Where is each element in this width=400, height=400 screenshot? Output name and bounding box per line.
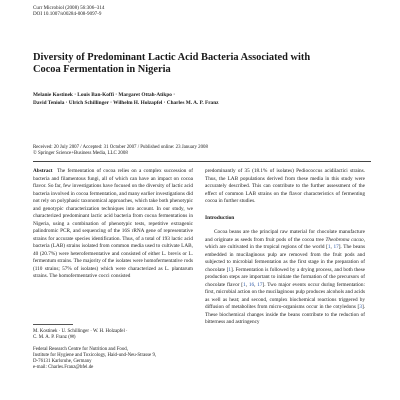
doi: DOI 10.1007/s00284-008-9097-9 xyxy=(33,11,102,18)
author-affiliations xyxy=(33,329,198,372)
introduction-text: ]. Two major events occur during fermentation: first, microbial action on the mucilaginous pulp produces alcohols and acids as well as heat; and second, complex biochemical reactions triggered by diffusion of metabolites from micro-organisms occur in the cotyledons [ xyxy=(205,281,366,310)
abstract-text: The fermentation of cocoa relies on a complex succession of bacteria and filamentous fungi, all of which can have an impact on cocoa flavor. So far, few investigations have focused on the diversity of lactic acid bacteria involved in cocoa fermentation, and many earlier investigations did not rely on polyphasic taxonomical approaches, which take both phenotypic and genotypic characterization techniques into account. In our study, we characterized predominant lactic acid bacteria from cocoa fermentations in Nigeria, using a combination of phenotypic tests, repetitive extragenic palindromic PCR, and sequencing of the 16S rRNA gene of representative strains for accurate species identification. Thus, of a total of 193 lactic acid bacteria (LAB) strains isolated from common media used to cultivate LAB, 40 (20.7%) were heterofermentative and consisted of either L. brevis or L. fermentum strains. The majority of the isolates were homofermentative rods (110 strains; 57% of isolates) which were characterized as L. plantarum strains. The homofermentative cocci consisted xyxy=(33,168,193,279)
reference-link[interactable]: 1 xyxy=(327,244,331,250)
copyright-notice: © Springer Science+Business Media, LLC 2008 xyxy=(33,151,128,157)
reference-link[interactable]: 3 xyxy=(359,304,362,310)
journal-citation: Curr Microbiol (2008) 56:306–314 xyxy=(33,5,105,11)
journal-header xyxy=(33,5,104,18)
affiliation-line-1: M. Kostinek · U. Schillinger · W. H. Holzapfel · xyxy=(33,329,128,334)
footnote-divider xyxy=(33,324,73,325)
affiliation-line-5: D-76131 Karlsruhe, Germany xyxy=(33,359,92,365)
reference-link[interactable]: 1 xyxy=(243,281,246,288)
affiliation-line-3: Federal Research Centre for Nutrition and Food, xyxy=(33,347,128,353)
author-list xyxy=(33,91,373,108)
author-line-1: Melanie Kostinek · Louis Ban-Koffi · Margaret Ottah-Atikpo · xyxy=(33,92,176,98)
affiliation-line-2: C. M. A. P. Franz (✉) xyxy=(33,335,76,341)
left-column xyxy=(33,168,193,281)
introduction-text: ]. Fermentation is followed by a drying process, and both these production steps are important to initiate the formation of the precursors of chocolate flavor [ xyxy=(205,266,365,288)
introduction-text: ]. These biochemical changes inside the beans contribute to the reduction of bitterness and astringency xyxy=(205,304,365,325)
section-heading-introduction: Introduction xyxy=(205,214,235,221)
publication-dates xyxy=(33,145,208,158)
introduction-text: , xyxy=(330,244,334,250)
reference-link[interactable]: 16 xyxy=(248,281,255,288)
reference-link[interactable]: 1 xyxy=(228,266,231,273)
introduction-text: ]. The beans embedded in mucilaginous pulp are removed from the fruit pods and subjected to microbial fermentation as the first stage in the preparation of chocolate [ xyxy=(205,244,365,273)
abstract-continuation: predominantly of 35 (18.1% of isolates) Pediococcus acidilactici strains. Thus, the LAB populations derived from these media in this study were accurately described. This can contribute to the further assessment of the effect of common LAB strains on the flavor characteristics of fermenting cocoa in further studies. xyxy=(205,168,365,204)
paper-title-line-2: Cocoa Fermentation in Nigeria xyxy=(33,64,171,75)
species-name: Theobroma cacao xyxy=(325,236,364,243)
right-column xyxy=(205,168,365,327)
introduction-text: Cocoa beans are the principal raw material for chocolate manufacture and originate as seeds from fruit pods of the cocoa tree xyxy=(205,229,365,243)
introduction-text: , which are cultivated in the tropical regions of the world [ xyxy=(205,236,365,250)
divider xyxy=(33,161,371,162)
paper-title xyxy=(33,52,373,76)
introduction-paragraph xyxy=(205,229,365,327)
email-address[interactable]: e-mail: Charles.Franz@bfel.de xyxy=(33,365,94,371)
paper-title-line-1: Diversity of Predominant Lactic Acid Bacteria Associated with xyxy=(33,52,311,63)
abstract-paragraph xyxy=(33,168,193,281)
received-accepted-dates: Received: 20 July 2007 / Accepted: 31 October 2007 / Published online: 23 January 2008 xyxy=(33,145,208,150)
reference-link[interactable]: 17 xyxy=(333,244,339,250)
abstract-label: Abstract xyxy=(33,168,53,174)
introduction-text: , xyxy=(245,281,249,288)
introduction-text: , xyxy=(254,281,258,288)
reference-link[interactable]: 17 xyxy=(257,281,263,288)
author-line-2: David Teniola · Ulrich Schillinger · Wilhelm H. Holzapfel · Charles M. A. P. Franz xyxy=(33,100,219,107)
affiliation-line-4: Institute for Hygiene and Toxicology, Haid-und-Neu-Strasse 9, xyxy=(33,353,157,359)
